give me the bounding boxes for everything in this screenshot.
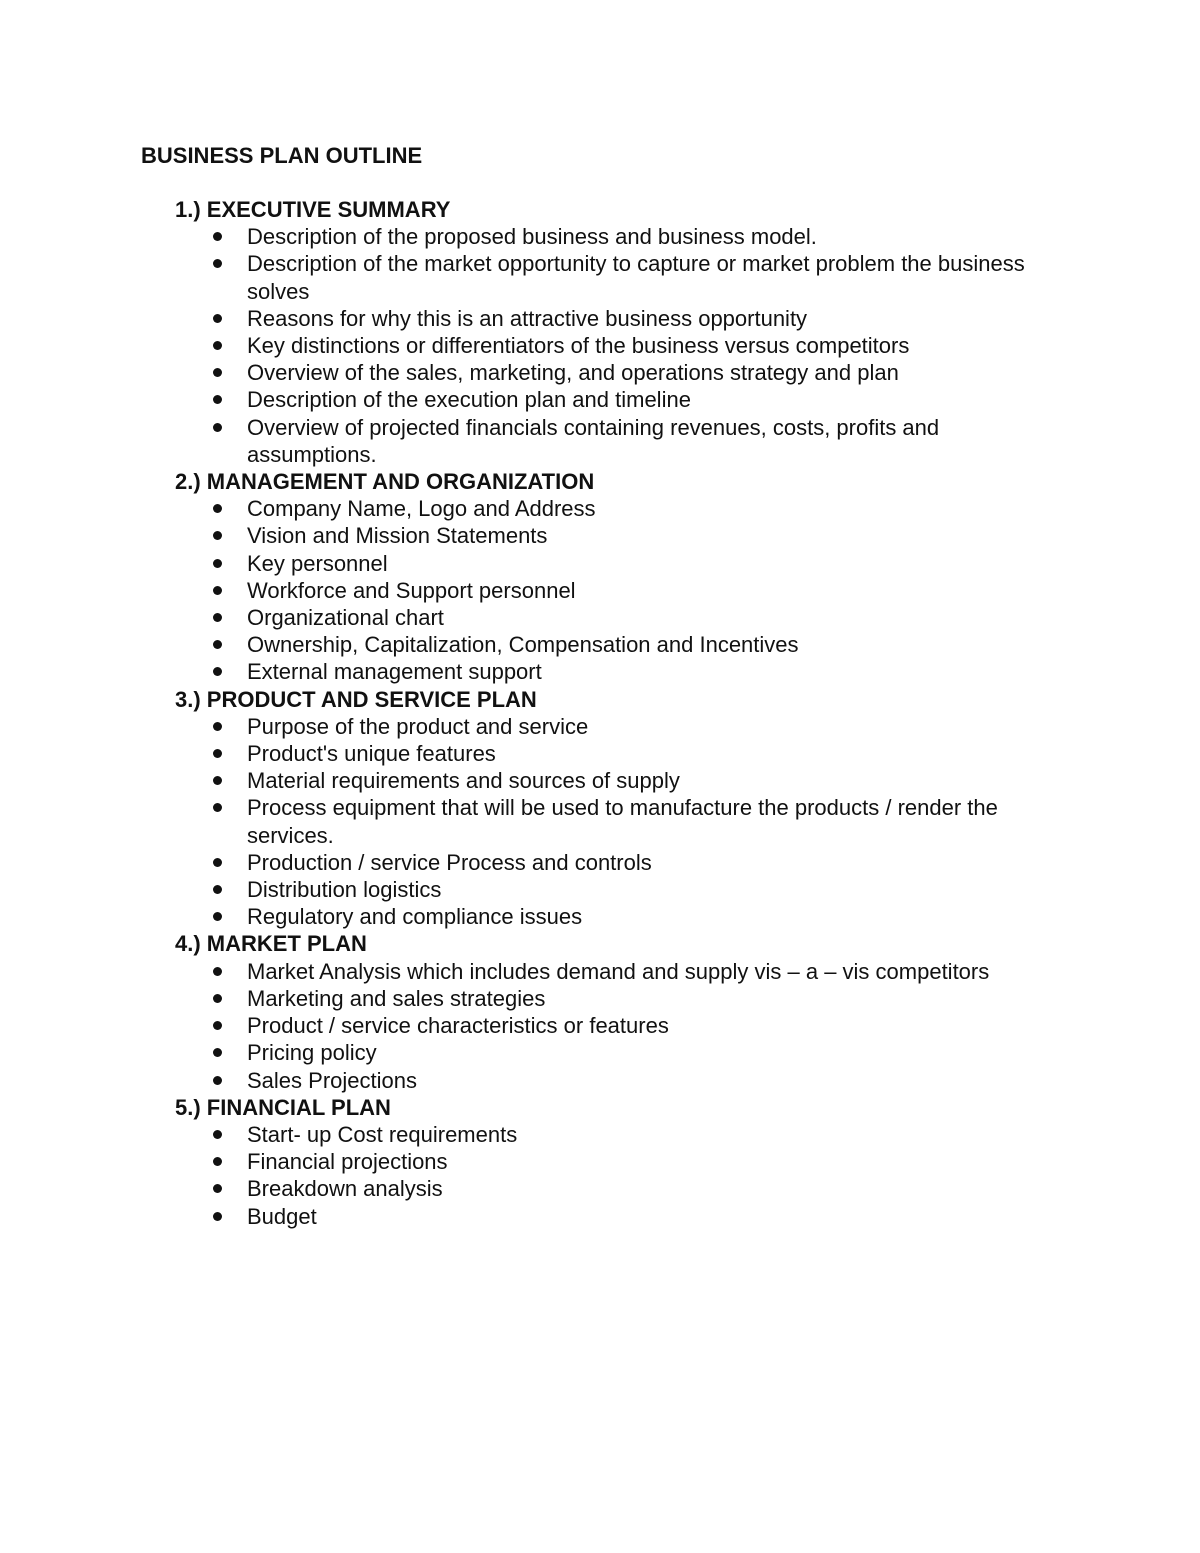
list-item-text: Process equipment that will be used to manufacture the products / render the services. <box>247 795 998 848</box>
list-item <box>175 1067 1057 1094</box>
list-item <box>175 767 1057 794</box>
bullet-list <box>175 495 1075 685</box>
list-item-text: Product / service characteristics or features <box>247 1013 669 1039</box>
section-heading: 5.) FINANCIAL PLAN <box>175 1094 391 1120</box>
list-item <box>175 1012 1057 1039</box>
list-item <box>175 1148 1057 1175</box>
bullet-list <box>175 1121 1075 1230</box>
list-item <box>175 1121 1057 1148</box>
list-item <box>175 223 1057 250</box>
bullet-icon <box>213 803 222 812</box>
bullet-icon <box>213 232 222 241</box>
list-item-text: Distribution logistics <box>247 877 442 903</box>
outline-section <box>175 686 1075 931</box>
list-item-text: Overview of the sales, marketing, and operations strategy and plan <box>247 360 899 386</box>
bullet-icon <box>213 858 222 867</box>
outline <box>175 196 1075 1230</box>
list-item-text: Overview of projected financials containing revenues, costs, profits and assumptions. <box>247 414 940 467</box>
list-item-text: Key personnel <box>247 550 388 576</box>
bullet-icon <box>213 1184 222 1193</box>
bullet-icon <box>213 613 222 622</box>
list-item <box>175 604 1057 631</box>
list-item-text: Start- up Cost requirements <box>247 1121 518 1147</box>
outline-section <box>175 930 1075 1093</box>
bullet-icon <box>213 368 222 377</box>
bullet-icon <box>213 1130 222 1139</box>
bullet-icon <box>213 885 222 894</box>
bullet-icon <box>213 1048 222 1057</box>
list-item <box>175 958 1057 985</box>
list-item-text: Vision and Mission Statements <box>247 523 548 549</box>
list-item <box>175 1203 1057 1230</box>
bullet-icon <box>213 586 222 595</box>
bullet-icon <box>213 1076 222 1085</box>
list-item <box>175 631 1057 658</box>
list-item-text: Production / service Process and controls <box>247 849 652 875</box>
section-heading: 3.) PRODUCT AND SERVICE PLAN <box>175 686 537 712</box>
bullet-icon <box>213 722 222 731</box>
bullet-icon <box>213 912 222 921</box>
list-item <box>175 713 1057 740</box>
list-item-text: Description of the execution plan and timeline <box>247 387 691 413</box>
list-item-text: Market Analysis which includes demand and supply vis – a – vis competitors <box>247 958 990 984</box>
list-item-text: Financial projections <box>247 1149 448 1175</box>
bullet-icon <box>213 314 222 323</box>
bullet-icon <box>213 341 222 350</box>
list-item-text: Ownership, Capitalization, Compensation and Incentives <box>247 632 799 658</box>
list-item-text: Key distinctions or differentiators of the business versus competitors <box>247 333 910 359</box>
bullet-icon <box>213 259 222 268</box>
bullet-icon <box>213 994 222 1003</box>
list-item <box>175 522 1057 549</box>
bullet-icon <box>213 667 222 676</box>
bullet-icon <box>213 395 222 404</box>
list-item <box>175 305 1057 332</box>
section-heading: 1.) EXECUTIVE SUMMARY <box>175 197 451 222</box>
list-item <box>175 658 1057 685</box>
list-item <box>175 250 1057 304</box>
list-item <box>175 1175 1057 1202</box>
bullet-list <box>175 223 1075 468</box>
outline-section <box>175 1094 1075 1230</box>
list-item-text: Company Name, Logo and Address <box>247 496 596 522</box>
list-item <box>175 495 1057 522</box>
list-item-text: Regulatory and compliance issues <box>247 904 583 930</box>
bullet-icon <box>213 531 222 540</box>
list-item <box>175 794 1057 848</box>
list-item-text: Workforce and Support personnel <box>247 577 576 603</box>
list-item-text: Description of the proposed business and business model. <box>247 224 817 250</box>
list-item <box>175 985 1057 1012</box>
list-item-text: Organizational chart <box>247 605 444 631</box>
bullet-icon <box>213 1021 222 1030</box>
list-item-text: Purpose of the product and service <box>247 713 589 739</box>
list-item <box>175 1039 1057 1066</box>
list-item <box>175 876 1057 903</box>
bullet-icon <box>213 967 222 976</box>
section-heading: 4.) MARKET PLAN <box>175 931 367 957</box>
bullet-icon <box>213 776 222 785</box>
list-item-text: Budget <box>247 1203 317 1229</box>
list-item-text: Product's unique features <box>247 741 496 767</box>
list-item <box>175 740 1057 767</box>
list-item-text: Sales Projections <box>247 1067 417 1093</box>
list-item <box>175 414 1057 468</box>
section-heading: 2.) MANAGEMENT AND ORGANIZATION <box>175 469 595 495</box>
list-item <box>175 577 1057 604</box>
list-item-text: Reasons for why this is an attractive business opportunity <box>247 305 808 331</box>
outline-section <box>175 196 1075 468</box>
list-item <box>175 359 1057 386</box>
bullet-list <box>175 713 1075 931</box>
list-item-text: Material requirements and sources of supply <box>247 768 680 794</box>
bullet-icon <box>213 640 222 649</box>
list-item-text: Marketing and sales strategies <box>247 985 546 1011</box>
bullet-icon <box>213 1157 222 1166</box>
list-item-text: Breakdown analysis <box>247 1176 443 1202</box>
outline-section <box>175 468 1075 686</box>
bullet-list <box>175 958 1075 1094</box>
bullet-icon <box>213 1212 222 1221</box>
list-item <box>175 849 1057 876</box>
bullet-icon <box>213 504 222 513</box>
list-item-text: Description of the market opportunity to capture or market problem the business solves <box>247 251 1025 304</box>
list-item-text: External management support <box>247 659 542 685</box>
list-item <box>175 386 1057 413</box>
bullet-icon <box>213 423 222 432</box>
list-item <box>175 332 1057 359</box>
list-item-text: Pricing policy <box>247 1040 377 1066</box>
document-title: BUSINESS PLAN OUTLINE <box>141 143 423 168</box>
list-item <box>175 903 1057 930</box>
bullet-icon <box>213 559 222 568</box>
bullet-icon <box>213 749 222 758</box>
list-item <box>175 550 1057 577</box>
